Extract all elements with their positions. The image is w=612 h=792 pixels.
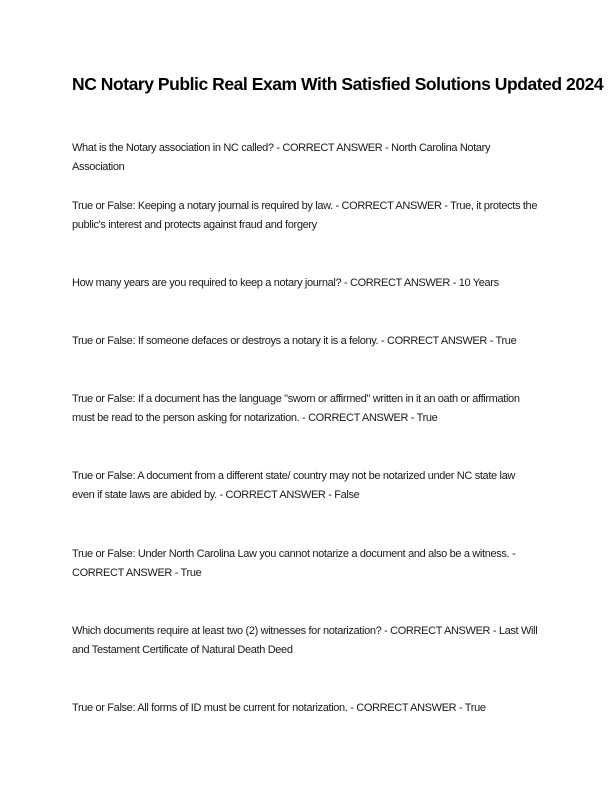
- page-title: NC Notary Public Real Exam With Satisfied Solutions Updated 2024: [72, 74, 604, 94]
- qa-item-2: True or False: Keeping a notary journal is required by law. - CORRECT ANSWER - True, it protects the public's interest and protects against fraud and forgery: [72, 200, 538, 231]
- qa-item-3: How many years are you required to keep a notary journal? - CORRECT ANSWER - 10 Years: [72, 277, 499, 289]
- qa-item-8: Which documents require at least two (2) witnesses for notarization? - CORRECT ANSWER - Last Will and Testament Certificate of Natural Death Deed: [72, 625, 538, 656]
- qa-item-6: True or False: A document from a different state/ country may not be notarized under NC state law even if state laws are abided by. - CORRECT ANSWER - False: [72, 470, 515, 501]
- qa-item-5: True or False: If a document has the language "sworn or affirmed" written in it an oath or affirmation must be read to the person asking for notarization. - CORRECT ANSWER - True: [72, 393, 520, 424]
- qa-item-7: True or False: Under North Carolina Law you cannot notarize a document and also be a witness. - CORRECT ANSWER - True: [72, 548, 516, 579]
- qa-item-1: What is the Notary association in NC called? - CORRECT ANSWER - North Carolina Notary Association: [72, 142, 491, 173]
- qa-item-9: True or False: All forms of ID must be current for notarization. - CORRECT ANSWER - True: [72, 702, 486, 714]
- qa-item-4: True or False: If someone defaces or destroys a notary it is a felony. - CORRECT ANSWER - True: [72, 335, 517, 347]
